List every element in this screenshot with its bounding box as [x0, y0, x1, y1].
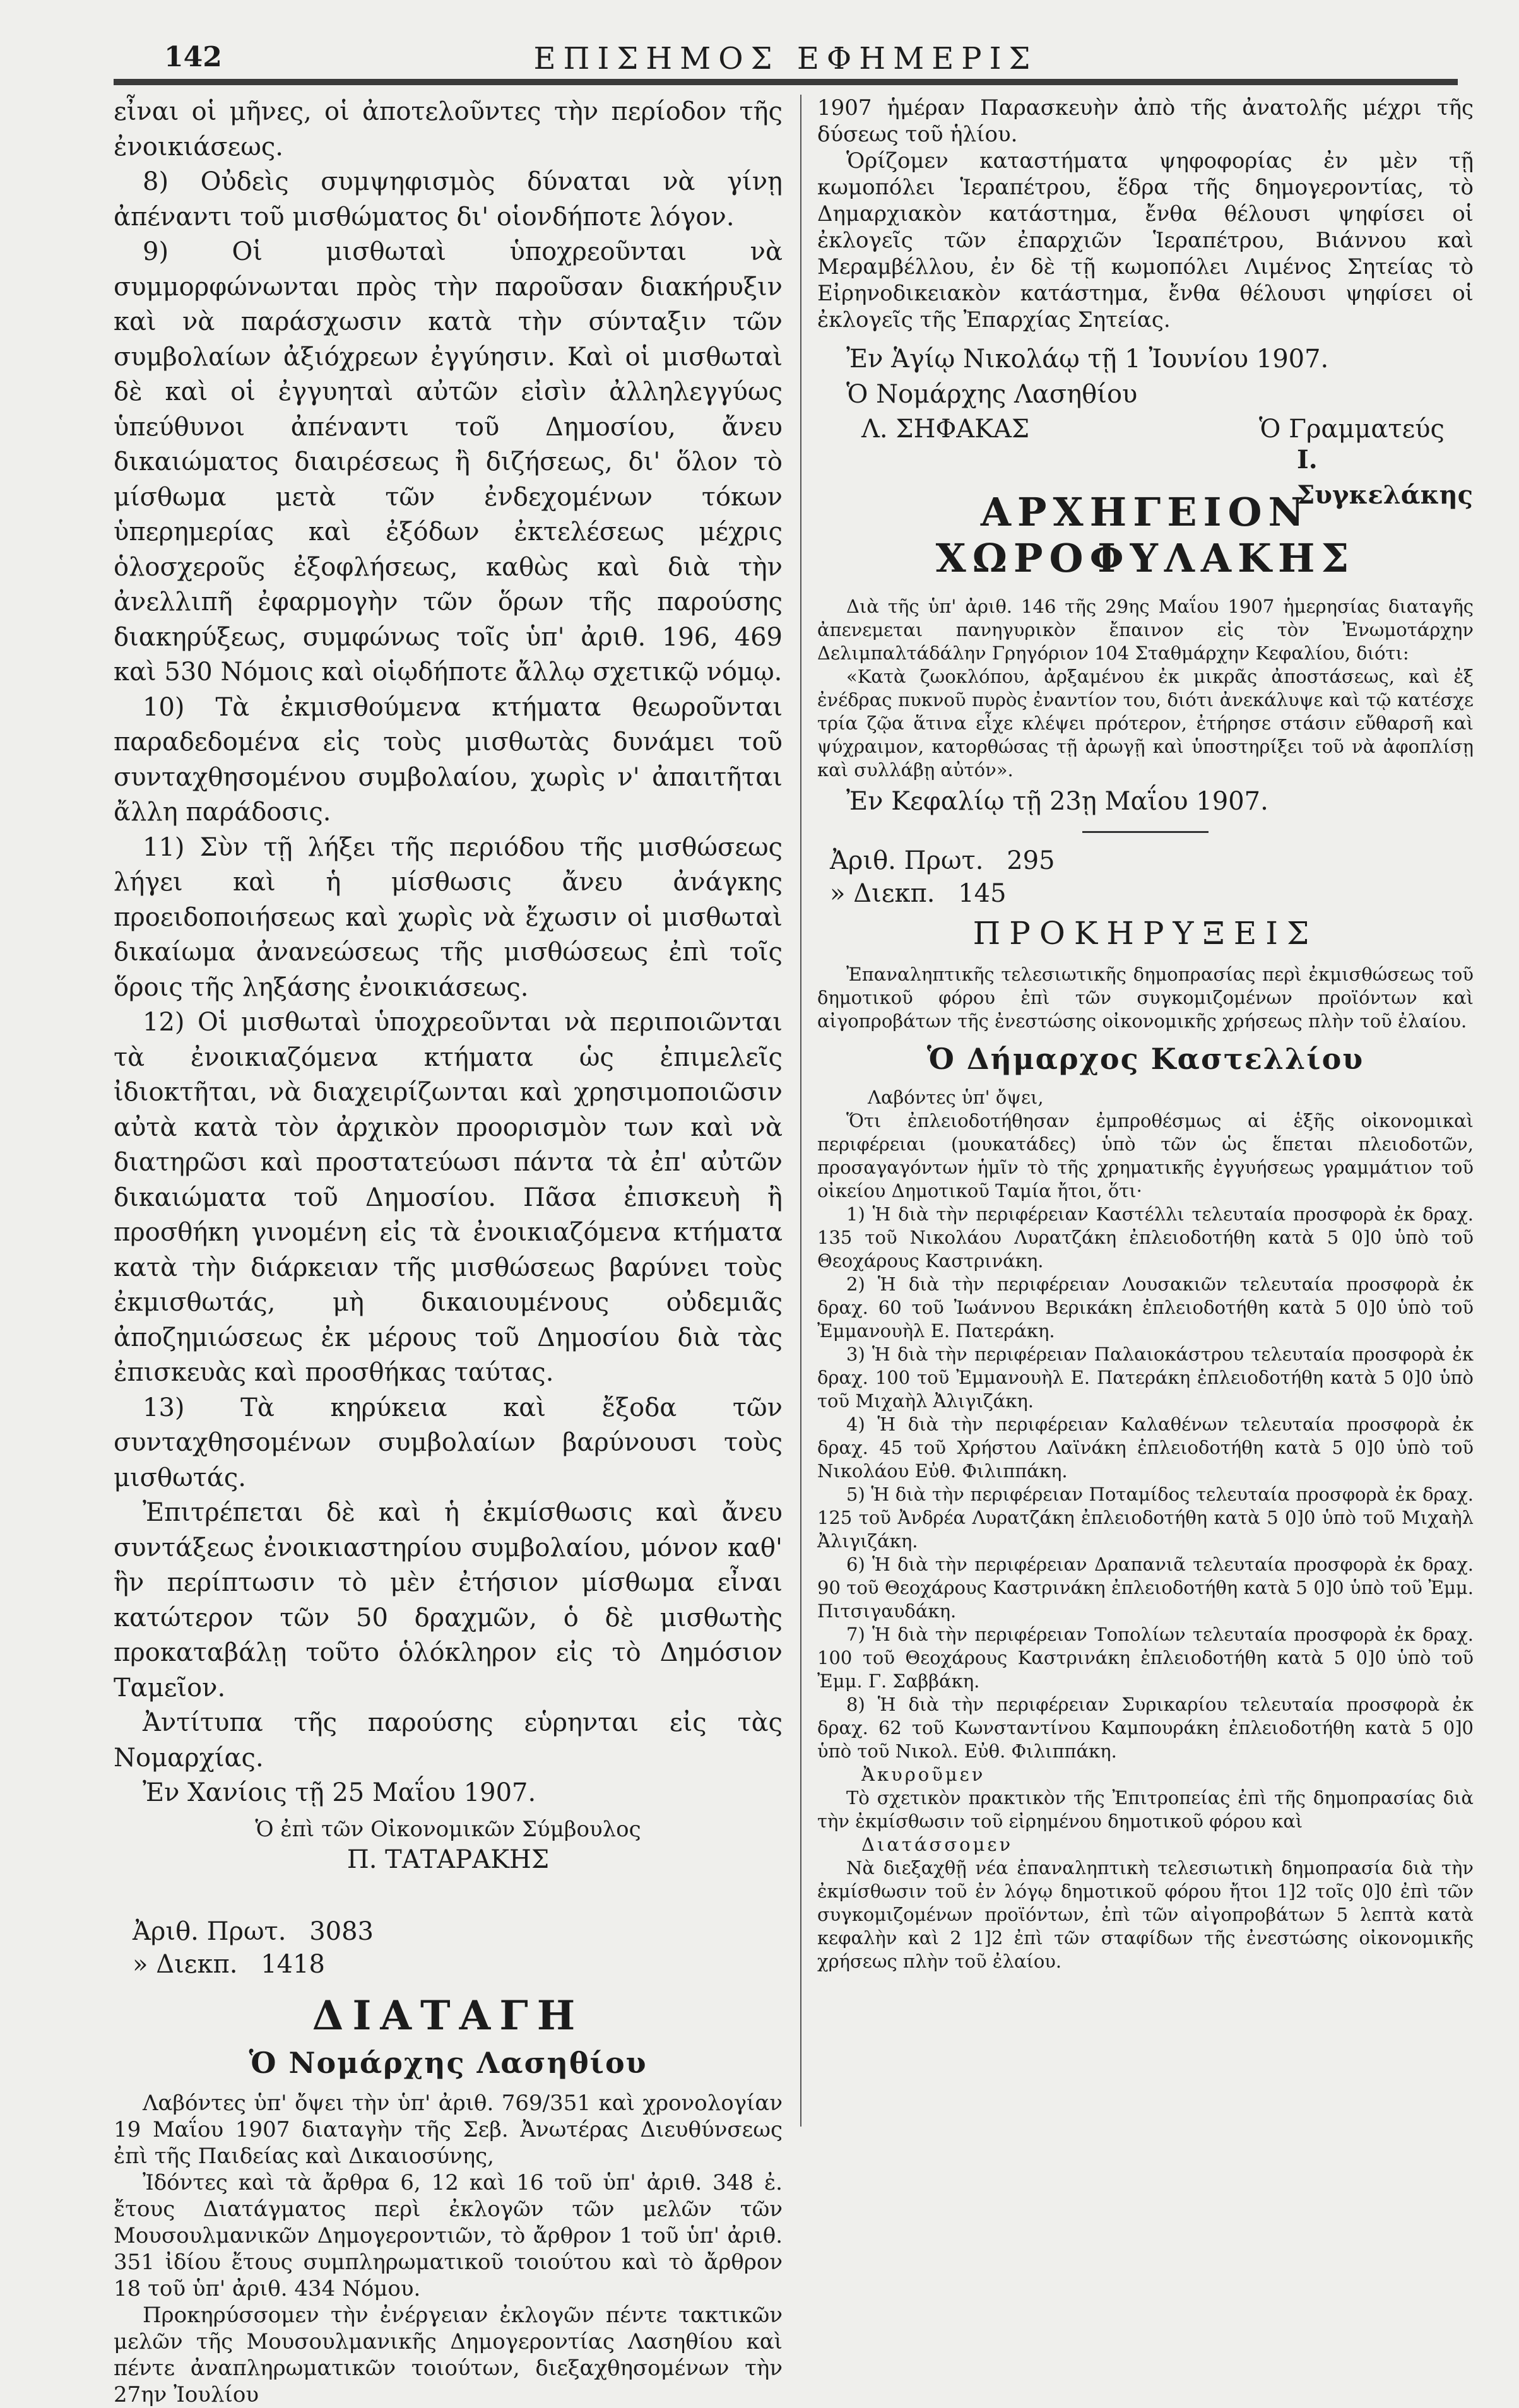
ref-value: 1418 — [261, 1950, 325, 1979]
paragraph: Ἐπιτρέπεται δὲ καὶ ἡ ἐκμίσθωσις καὶ ἄνευ συντάξεως ἐνοικιαστηρίου συμβολαίου, μόνον καθ' ἣν περίπτωσιν τὸ μὲν ἐτήσιον μίσθωμα εἶναι κατώτερον τῶν 50 δραχμῶν, ὁ δὲ μισθωτὴς προκαταβάλῃ τοῦτο ὁλόκληρον εἰς τὸ Δημόσιον Ταμεῖον. — [114, 1498, 783, 1703]
paragraph: 1907 ἡμέραν Παρασκευὴν ἀπὸ τῆς ἀνατολῆς μέχρι τῆς δύσεως τοῦ ἡλίου. — [817, 95, 1474, 147]
page-header — [114, 35, 1458, 79]
newspaper-title: ΕΠΙΣΗΜΟΣ ΕΦΗΜΕΡΙΣ — [533, 41, 1038, 76]
place-date: Ἐν Ἁγίῳ Νικολάῳ τῇ 1 Ἰουνίου 1907. — [846, 345, 1329, 374]
dispatch-number — [817, 877, 1474, 910]
paragraph: Ἰδόντες καὶ τὰ ἄρθρα 6, 12 καὶ 16 τοῦ ὑπ' ἀριθ. 348 ἐ. ἔτους Διατάγματος περὶ ἐκλογῶν τῶν μελῶν τῶν Μουσουλμανικῶν Δημογεροντιῶν, τὸ ἄρθρον 1 τοῦ ὑπ' ἀριθ. 351 ἰδίου ἔτους συμπληρωματικοῦ τοιούτου καὶ τὸ ἄρθρον 18 τοῦ ὑπ' ἀριθ. 434 Νόμου. — [114, 2170, 783, 2301]
left-column — [114, 95, 783, 2407]
ref-label: » Διεκπ. — [133, 1950, 238, 1979]
paragraph: Ὁρίζομεν καταστήματα ψηφοφορίας ἐν μὲν τῇ κωμοπόλει Ἱεραπέτρου, ἕδρα τῆς δημογεροντίας, τὸ Δημαρχιακὸν κατάστημα, ἔνθα θέλουσι ψηφίσει οἱ ἐκλογεῖς τῶν ἐπαρχιῶν Ἱεραπέτρου, Βιάννου καὶ Μεραμβέλλου, ἐν δὲ τῇ κωμοπόλει Λιμένος Σητείας τὸ Εἰρηνοδικειακὸν κατάστημα, ἔνθα θέλουσι ψηφίσει οἱ ἐκλογεῖς τῆς Ἐπαρχίας Σητείας. — [817, 148, 1474, 333]
paragraph: Διὰ τῆς ὑπ' ἀριθ. 146 τῆς 29ης Μαΐου 1907 ἡμερησίας διαταγῆς ἀπενεμεται πανηγυρικὸν ἔπαινον εἰς τὸν Ἐνωμοτάρχην Δελιμπαλτάδάλην Γρηγόριον 104 Σταθμάρχην Κεφαλίου, διότι: — [817, 596, 1474, 664]
signature-row — [817, 412, 1474, 442]
signature-name: Λ. ΣΗΦΑΚΑΣ — [861, 415, 1030, 444]
subsection-label: Ἀκυροῦμεν — [861, 1763, 986, 1785]
paragraph: 9) Οἱ μισθωταὶ ὑποχρεοῦνται νὰ συμμορφώνωνται πρὸς τὴν παροῦσαν διακήρυξιν καὶ νὰ παράσχωσιν κατὰ τὴν σύνταξιν τῶν συμβολαίων ἀξιόχρεων ἐγγύησιν. Καὶ οἱ μισθωταὶ δὲ καὶ οἱ ἐγγυηταὶ αὐτῶν εἰσὶν ἀλληλεγγύως ὑπεύθυνοι ἀπέναντι τοῦ Δημοσίου, ἄνευ δικαιώματος διαιρέσεως ἢ διζήσεως, δι' ὅλον τὸ μίσθωμα μετὰ τῶν ἐνδεχομένων τόκων ὑπερημερίας καὶ ἐξόδων ἐκτελέσεως μέχρις ὁλοσχεροῦς ἐξοφλήσεως, καθὼς καὶ διὰ τὴν ἀνελλιπῆ ἐφαρμογὴν τῶν ὅρων τῆς παρούσης διακηρύξεως, συμφώνως τοῖς ὑπ' ἀριθ. 196, 469 καὶ 530 Νόμοις καὶ οἱῳδήποτε ἄλλῳ σχετικῷ νόμῳ. — [114, 237, 783, 687]
section-subheading: Ὁ Νομάρχης Λασηθίου — [249, 2046, 647, 2080]
right-column — [817, 95, 1474, 2124]
ref-label: Ἀριθ. Πρωτ. — [830, 846, 984, 875]
paragraph: Νὰ διεξαχθῇ νέα ἐπαναληπτικὴ τελεσιωτικὴ δημοπρασία διὰ τὴν ἐκμίσθωσιν τοῦ ἐν λόγῳ δημοτικοῦ φόρου ἤτοι 1]2 τοῖς 0]0 ἐπὶ τῶν συγκομιζομένων προϊόντων, ἐπὶ τῶν αἰγοπροβάτων 5 λεπτὰ κατὰ κεφαλὴν καὶ 2 1]2 ἐπὶ τῶν σταφίδων τῆς ἐνεστώσης οἰκονομικῆς χρήσεως πλὴν τοῦ ἐλαίου. — [817, 1856, 1474, 1972]
reference-number — [817, 844, 1474, 877]
reference-number — [114, 1915, 783, 1948]
ref-value: 295 — [1007, 846, 1055, 875]
paragraph: «Κατὰ ζωοκλόπου, ἀρξαμένου ἐκ μικρᾶς ἀποστάσεως, καὶ ἐξ ἐνέδρας πυκνοῦ πυρὸς ἐναντίον του, διότι ἀνεκάλυψε καὶ τῷ κατέσχε τρία ζῷα ἅτινα εἶχε κλέψει πρότερον, ἐτήρησε στάσιν εὔθαρσῆ καὶ ψύχραιμον, κατορθώσας τῇ ἀρωγῇ καὶ ὑποστηρίξει τοῦ νὰ ἀφοπλίσῃ καὶ συλλάβῃ αὐτόν». — [817, 666, 1474, 781]
paragraph: Λαβόντες ὑπ' ὄψει τὴν ὑπ' ἀριθ. 769/351 καὶ χρονολογίαν 19 Μαΐου 1907 διαταγὴν τῆς Σεβ. Ἀνωτέρας Διευθύνσεως ἐπὶ τῆς Παιδείας καὶ Δικαιοσύνης, — [114, 2091, 783, 2169]
place-date: Ἐν Κεφαλίῳ τῇ 23ῃ Μαΐου 1907. — [846, 787, 1268, 816]
list-item: 7) Ἡ διὰ τὴν περιφέρειαν Τοπολίων τελευταία προσφορὰ ἐκ δραχ. 100 τοῦ Θεοχάρους Καστρινάκη ἐπλειοδοτήθη κατὰ 5 0]0 ὑπὸ τοῦ Ἐμμ. Γ. Σαββάκη. — [817, 1623, 1474, 1692]
section-subheading: Ὁ Δήμαρχος Καστελλίου — [926, 1041, 1364, 1076]
place-date: Ἐν Χανίοις τῇ 25 Μαΐου 1907. — [143, 1778, 536, 1807]
paragraph: Ἐπαναληπτικῆς τελεσιωτικῆς δημοπρασίας περὶ ἐκμισθώσεως τοῦ δημοτικοῦ φόρου ἐπὶ τῶν συγκομιζομένων προϊόντων καὶ αἰγοπροβάτων τῆς ἐνεστώσης οἰκονομικῆς χρήσεως πλὴν τοῦ ἐλαίου. — [817, 963, 1474, 1032]
section-heading-prokiryxeis: ΠΡΟΚΗΡΥΞΕΙΣ — [972, 914, 1318, 952]
signature-name: Π. ΤΑΤΑΡΑΚΗΣ — [346, 1844, 550, 1874]
section-heading-archigeion: ΑΡΧΗΓΕΙΟΝ ΧΩΡΟΦΥΛΑΚΗΣ — [935, 489, 1356, 581]
header-rule — [114, 79, 1458, 85]
paragraph: Τὸ σχετικὸν πρακτικὸν τῆς Ἐπιτροπείας ἐπὶ τῆς δημοπρασίας διὰ τὴν ἐκμίσθωσιν τοῦ εἰρημένου δημοτικοῦ φόρου καὶ — [817, 1786, 1474, 1832]
paragraph: 10) Τὰ ἐκμισθούμενα κτήματα θεωροῦνται παραδεδομένα εἰς τοὺς μισθωτὰς δυνάμει τοῦ συνταχθησομένου συμβολαίου, χωρὶς ν' ἀπαιτῆται ἄλλη παράδοσις. — [114, 692, 783, 827]
list-item: 3) Ἡ διὰ τὴν περιφέρειαν Παλαιοκάστρου τελευταία προσφορὰ ἐκ δραχ. 100 τοῦ Ἐμμανουὴλ Ε. Πατεράκη ἐπλειοδοτήθη κατὰ 5 0]0 ὑπὸ τοῦ Μιχαὴλ Ἀλιγιζάκη. — [817, 1343, 1474, 1412]
secretary-name: Ι. Συγκελάκης — [1297, 445, 1473, 510]
signature-title: Ὁ ἐπὶ τῶν Οἰκονομικῶν Σύμβουλος — [255, 1816, 641, 1842]
paragraph: εἶναι οἱ μῆνες, οἱ ἀποτελοῦντες τὴν περίοδον τῆς ἐνοικιάσεως. — [114, 97, 783, 162]
column-divider — [800, 95, 801, 2127]
dispatch-number — [114, 1948, 783, 1981]
list-item: 2) Ἡ διὰ τὴν περιφέρειαν Λουσακιῶν τελευταία προσφορὰ ἐκ δραχ. 60 τοῦ Ἰωάννου Βερικάκη ἐπλειοδοτήθη κατὰ 5 0]0 ὑπὸ τοῦ Ἐμμανουὴλ Ε. Πατεράκη. — [817, 1273, 1474, 1342]
list-item: 6) Ἡ διὰ τὴν περιφέρειαν Δραπανιᾶ τελευταία προσφορὰ ἐκ δραχ. 90 τοῦ Θεοχάρους Καστρινάκη ἐπλειοδοτήθη κατὰ 5 0]0 ὑπὸ τοῦ Ἐμμ. Πιτσιγαυδάκη. — [817, 1553, 1474, 1622]
ref-label: Ἀριθ. Πρωτ. — [133, 1917, 287, 1946]
page-number: 142 — [164, 41, 222, 73]
paragraph: Ἀντίτυπα τῆς παρούσης εὑρηνται εἰς τὰς Νομαρχίας. — [114, 1708, 783, 1773]
ref-value: 3083 — [309, 1917, 374, 1946]
paragraph: Ὅτι ἐπλειοδοτήθησαν ἐμπροθέσμως αἱ ἑξῆς οἰκονομικαὶ περιφέρειαι (μουκατάδες) ὑπὸ τῶν ὡς ἕπεται πλειοδοτῶν, προσαγαγόντων ἡμῖν τὸ τῆς χρηματικῆς ἐγγυήσεως γραμμάτιον τοῦ οἰκείου Δημοτικοῦ Ταμία ἤτοι, ὅτι· — [817, 1109, 1474, 1201]
paragraph: 13) Τὰ κηρύκεια καὶ ἔξοδα τῶν συνταχθησομένων συμβολαίων βαρύνουσι τοὺς μισθωτάς. — [114, 1393, 783, 1492]
subsection-label: Διατάσσομεν — [861, 1833, 1014, 1855]
list-item: 5) Ἡ διὰ τὴν περιφέρειαν Ποταμίδος τελευταία προσφορὰ ἐκ δραχ. 125 τοῦ Ἀνδρέα Λυρατζάκη ἐπλειοδοτήθη κατὰ 5 0]0 ὑπὸ τοῦ Μιχαὴλ Ἀλιγιζάκη. — [817, 1483, 1474, 1552]
ref-label: » Διεκπ. — [830, 878, 935, 908]
paragraph: 8) Οὐδεὶς συμψηφισμὸς δύναται νὰ γίνῃ ἀπέναντι τοῦ μισθώματος δι' οἱονδήποτε λόγον. — [114, 167, 783, 232]
list-item: 8) Ἡ διὰ τὴν περιφέρειαν Συρικαρίου τελευταία προσφορὰ ἐκ δραχ. 62 τοῦ Κωνσταντίνου Καμπουράκη ἐπλειοδοτήθη κατὰ 5 0]0 ὑπὸ τοῦ Νικολ. Εὐθ. Φιλιππάκη. — [817, 1693, 1474, 1762]
secretary-title: Ὁ Γραμματεύς — [1259, 415, 1445, 444]
list-item: 1) Ἡ διὰ τὴν περιφέρειαν Καστέλλι τελευταία προσφορὰ ἐκ δραχ. 135 τοῦ Νικολάου Λυρατζάκη ἐπλειοδοτήθη κατὰ 5 0]0 ὑπὸ τοῦ Θεοχάρους Καστρινάκη. — [817, 1203, 1474, 1272]
list-item: 4) Ἡ διὰ τὴν περιφέρειαν Καλαθένων τελευταία προσφορὰ ἐκ δραχ. 45 τοῦ Χρήστου Λαϊνάκη ἐπλειοδοτήθη κατὰ 5 0]0 ὑπὸ τοῦ Νικολάου Εὐθ. Φιλιππάκη. — [817, 1413, 1474, 1482]
paragraph: 12) Οἱ μισθωταὶ ὑποχρεοῦνται νὰ περιποιῶνται τὰ ἐνοικιαζόμενα κτήματα ὡς ἐπιμελεῖς ἰδιοκτῆται, νὰ διαχειρίζωνται καὶ χρησιμοποιῶσιν αὐτὰ κατὰ τὸν ἀρχικὸν προορισμὸν των καὶ νὰ διατηρῶσι καὶ προστατεύωσι πάντα τὰ ἐπ' αὐτῶν δικαιώματα τοῦ Δημοσίου. Πᾶσα ἐπισκευὴ ἢ προσθήκη γινομένη εἰς τὰ ἐνοικιαζόμενα κτήματα κατὰ τὴν διάρκειαν τῆς μισθώσεως βαρύνει τοὺς ἐκμισθωτάς, μὴ δικαιουμένους οὐδεμιᾶς ἀποζημιώσεως ἐκ μέρους τοῦ Δημοσίου διὰ τὰς ἐπισκευὰς καὶ προσθήκας ταύτας. — [114, 1008, 783, 1387]
section-rule — [1082, 831, 1209, 833]
paragraph: Λαβόντες ὑπ' ὄψει, — [868, 1086, 1044, 1108]
paragraph: 11) Σὺν τῇ λήξει τῆς περιόδου τῆς μισθώσεως λήγει καὶ ἡ μίσθωσις ἄνευ ἀνάγκης προειδοποιήσεως καὶ χωρὶς νὰ ἔχωσιν οἱ μισθωταὶ δικαίωμα ἀνανεώσεως τῆς μισθώσεως ἐπὶ τοῖς ὅροις τῆς ληξάσης ἐνοικιάσεως. — [114, 832, 783, 1002]
signature-row — [817, 442, 1474, 510]
ref-value: 145 — [958, 878, 1007, 908]
signature-title: Ὁ Νομάρχης Λασηθίου — [846, 379, 1138, 409]
section-heading-diatagi: ΔΙΑΤΑΓΗ — [312, 1992, 584, 2039]
paragraph: Προκηρύσσομεν τὴν ἐνέργειαν ἐκλογῶν πέντε τακτικῶν μελῶν τῆς Μουσουλμανικῆς Δημογεροντίας Λασηθίου καὶ πέντε ἀναπληρωματικῶν τοιούτων, διεξαχθησομένων τὴν 27ην Ἰουλίου — [114, 2303, 783, 2407]
